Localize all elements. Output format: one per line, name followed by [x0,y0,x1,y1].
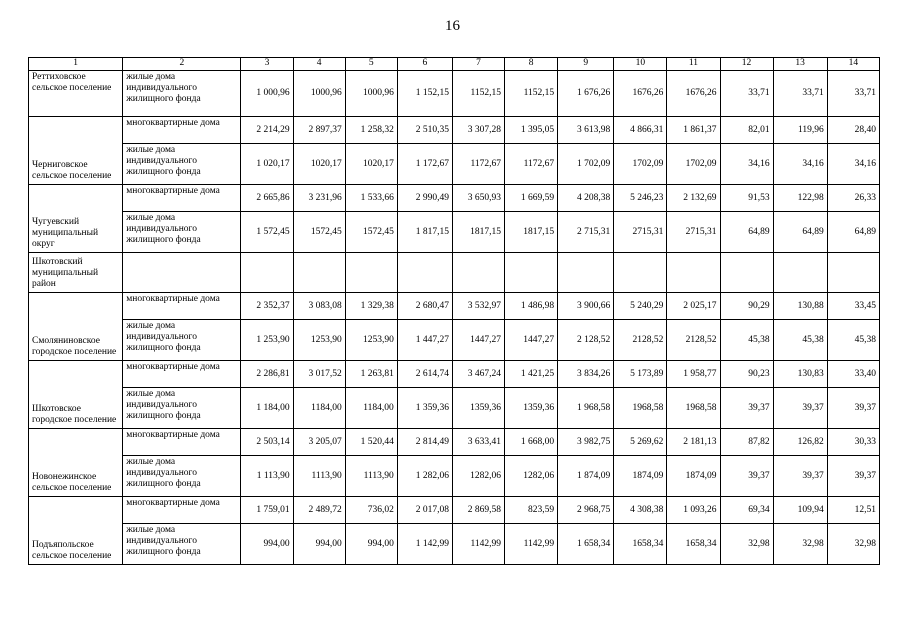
value-cell: 1 958,77 [667,361,720,388]
value-cell: 1 258,32 [345,117,397,144]
value-cell: 109,94 [773,497,827,524]
value-cell: 1658,34 [614,524,667,565]
column-header: 10 [614,58,667,71]
value-cell: 1359,36 [505,388,558,429]
value-cell: 1172,67 [505,144,558,185]
value-cell: 1572,45 [345,212,397,253]
settlement-name: Чугуевский муниципальный округ [29,185,123,253]
value-cell: 45,38 [773,320,827,361]
value-cell: 1702,09 [614,144,667,185]
table-row [29,71,880,117]
value-cell: 91,53 [720,185,773,212]
value-cell: 1702,09 [667,144,720,185]
value-cell: 3 083,08 [293,293,345,320]
housing-type: жилые дома индивидуального жилищного фонда [123,144,241,185]
value-cell: 1 817,15 [397,212,452,253]
value-cell: 2 017,08 [397,497,452,524]
empty-cell [345,253,397,293]
value-cell: 3 834,26 [558,361,614,388]
value-cell: 5 246,23 [614,185,667,212]
value-cell: 1359,36 [452,388,504,429]
value-cell: 1282,06 [452,456,504,497]
value-cell: 1 142,99 [397,524,452,565]
value-cell: 2 665,86 [241,185,293,212]
table-row [29,253,880,293]
value-cell: 1184,00 [293,388,345,429]
value-cell: 33,40 [827,361,879,388]
column-header: 3 [241,58,293,71]
value-cell: 33,71 [827,71,879,117]
value-cell: 69,34 [720,497,773,524]
empty-cell [720,253,773,293]
value-cell: 994,00 [345,524,397,565]
value-cell: 1 282,06 [397,456,452,497]
value-cell: 1 861,37 [667,117,720,144]
value-cell: 5 269,62 [614,429,667,456]
value-cell: 3 633,41 [452,429,504,456]
housing-type: жилые дома индивидуального жилищного фонда [123,524,241,565]
value-cell: 1 113,90 [241,456,293,497]
table-row [29,429,880,456]
value-cell: 1 172,67 [397,144,452,185]
value-cell: 64,89 [827,212,879,253]
value-cell: 1184,00 [345,388,397,429]
table-row [29,144,880,185]
value-cell: 1 359,36 [397,388,452,429]
value-cell: 34,16 [773,144,827,185]
column-header: 11 [667,58,720,71]
value-cell: 1172,67 [452,144,504,185]
table-row [29,212,880,253]
value-cell: 1968,58 [614,388,667,429]
value-cell: 2715,31 [614,212,667,253]
column-header: 14 [827,58,879,71]
value-cell: 130,88 [773,293,827,320]
value-cell: 4 308,38 [614,497,667,524]
value-cell: 1 658,34 [558,524,614,565]
value-cell: 1 000,96 [241,71,293,117]
value-cell: 82,01 [720,117,773,144]
value-cell: 1874,09 [614,456,667,497]
value-cell: 2 869,58 [452,497,504,524]
housing-type: жилые дома индивидуального жилищного фонда [123,456,241,497]
housing-type: многоквартирные дома [123,185,241,212]
value-cell: 2 132,69 [667,185,720,212]
column-header: 12 [720,58,773,71]
value-cell: 1142,99 [505,524,558,565]
value-cell: 2 510,35 [397,117,452,144]
housing-type: многоквартирные дома [123,497,241,524]
housing-type: жилые дома индивидуального жилищного фонда [123,320,241,361]
housing-type: жилые дома индивидуального жилищного фонда [123,388,241,429]
value-cell: 2 897,37 [293,117,345,144]
value-cell: 1 533,66 [345,185,397,212]
value-cell: 2 214,29 [241,117,293,144]
column-header: 5 [345,58,397,71]
value-cell: 1 263,81 [345,361,397,388]
value-cell: 1 486,98 [505,293,558,320]
value-cell: 1658,34 [667,524,720,565]
value-cell: 1152,15 [452,71,504,117]
value-cell: 994,00 [293,524,345,565]
value-cell: 32,98 [773,524,827,565]
housing-type: многоквартирные дома [123,293,241,320]
settlement-name: Подъяпольское сельское поселение [29,497,123,565]
value-cell: 45,38 [827,320,879,361]
value-cell: 3 650,93 [452,185,504,212]
value-cell: 1 702,09 [558,144,614,185]
value-cell: 1 152,15 [397,71,452,117]
value-cell: 1447,27 [505,320,558,361]
empty-cell [397,253,452,293]
value-cell: 1 329,38 [345,293,397,320]
value-cell: 4 866,31 [614,117,667,144]
value-cell: 2 814,49 [397,429,452,456]
empty-cell [505,253,558,293]
settlement-name: Черниговское сельское поселение [29,117,123,185]
value-cell: 1874,09 [667,456,720,497]
empty-cell [293,253,345,293]
value-cell: 26,33 [827,185,879,212]
value-cell: 3 982,75 [558,429,614,456]
value-cell: 34,16 [827,144,879,185]
value-cell: 3 613,98 [558,117,614,144]
value-cell: 1 874,09 [558,456,614,497]
value-cell: 3 900,66 [558,293,614,320]
empty-cell [452,253,504,293]
table-row [29,117,880,144]
value-cell: 1817,15 [452,212,504,253]
value-cell: 1 968,58 [558,388,614,429]
empty-cell [558,253,614,293]
value-cell: 2 990,49 [397,185,452,212]
settlement-name: Шкотовский муниципальный район [29,253,123,293]
value-cell: 3 467,24 [452,361,504,388]
value-cell: 1 759,01 [241,497,293,524]
empty-cell [827,253,879,293]
column-header: 9 [558,58,614,71]
value-cell: 1142,99 [452,524,504,565]
table-row [29,524,880,565]
empty-cell [667,253,720,293]
table-row [29,293,880,320]
value-cell: 736,02 [345,497,397,524]
value-cell: 90,23 [720,361,773,388]
housing-type: жилые дома индивидуального жилищного фонда [123,71,241,117]
value-cell: 3 205,07 [293,429,345,456]
value-cell: 1 253,90 [241,320,293,361]
value-cell: 33,71 [720,71,773,117]
value-cell: 39,37 [720,456,773,497]
value-cell: 2 503,14 [241,429,293,456]
value-cell: 4 208,38 [558,185,614,212]
table-row [29,320,880,361]
value-cell: 1253,90 [293,320,345,361]
value-cell: 5 240,29 [614,293,667,320]
value-cell: 2 968,75 [558,497,614,524]
value-cell: 12,51 [827,497,879,524]
value-cell: 2 715,31 [558,212,614,253]
value-cell: 1282,06 [505,456,558,497]
value-cell: 1 395,05 [505,117,558,144]
table-row [29,388,880,429]
housing-type: многоквартирные дома [123,429,241,456]
value-cell: 1000,96 [293,71,345,117]
value-cell: 1572,45 [293,212,345,253]
value-cell: 3 017,52 [293,361,345,388]
value-cell: 2128,52 [667,320,720,361]
value-cell: 1 093,26 [667,497,720,524]
value-cell: 64,89 [773,212,827,253]
header-row [29,58,880,71]
value-cell: 1 184,00 [241,388,293,429]
value-cell: 39,37 [720,388,773,429]
table-row [29,497,880,524]
value-cell: 2 286,81 [241,361,293,388]
value-cell: 1447,27 [452,320,504,361]
value-cell: 34,16 [720,144,773,185]
value-cell: 3 231,96 [293,185,345,212]
value-cell: 1 421,25 [505,361,558,388]
column-header: 4 [293,58,345,71]
value-cell: 2 352,37 [241,293,293,320]
value-cell: 2 680,47 [397,293,452,320]
value-cell: 1000,96 [345,71,397,117]
table-body [29,71,880,565]
value-cell: 126,82 [773,429,827,456]
housing-type: многоквартирные дома [123,361,241,388]
value-cell: 3 532,97 [452,293,504,320]
value-cell: 1 020,17 [241,144,293,185]
value-cell: 32,98 [720,524,773,565]
table-row [29,456,880,497]
value-cell: 32,98 [827,524,879,565]
value-cell: 2 181,13 [667,429,720,456]
value-cell: 5 173,89 [614,361,667,388]
value-cell: 64,89 [720,212,773,253]
value-cell: 1968,58 [667,388,720,429]
value-cell: 45,38 [720,320,773,361]
value-cell: 33,71 [773,71,827,117]
value-cell: 119,96 [773,117,827,144]
value-cell: 1020,17 [345,144,397,185]
value-cell: 1020,17 [293,144,345,185]
value-cell: 2128,52 [614,320,667,361]
value-cell: 1113,90 [345,456,397,497]
value-cell: 33,45 [827,293,879,320]
value-cell: 87,82 [720,429,773,456]
value-cell: 2 128,52 [558,320,614,361]
housing-type: жилые дома индивидуального жилищного фонда [123,212,241,253]
housing-type: многоквартирные дома [123,117,241,144]
column-header: 8 [505,58,558,71]
value-cell: 2715,31 [667,212,720,253]
column-header: 6 [397,58,452,71]
value-cell: 1152,15 [505,71,558,117]
value-cell: 1 668,00 [505,429,558,456]
settlement-name: Новонежинское сельское поселение [29,429,123,497]
value-cell: 2 025,17 [667,293,720,320]
value-cell: 994,00 [241,524,293,565]
table-header [29,58,880,71]
value-cell: 28,40 [827,117,879,144]
value-cell: 1 572,45 [241,212,293,253]
value-cell: 1676,26 [667,71,720,117]
value-cell: 39,37 [827,388,879,429]
value-cell: 2 489,72 [293,497,345,524]
settlement-name: Шкотовское городское поселение [29,361,123,429]
table-row [29,361,880,388]
value-cell: 30,33 [827,429,879,456]
value-cell: 1 676,26 [558,71,614,117]
value-cell: 1 669,59 [505,185,558,212]
value-cell: 3 307,28 [452,117,504,144]
value-cell: 39,37 [773,388,827,429]
empty-cell [241,253,293,293]
empty-cell [773,253,827,293]
value-cell: 1253,90 [345,320,397,361]
settlement-name: Реттиховское сельское поселение [29,71,123,117]
value-cell: 2 614,74 [397,361,452,388]
empty-cell [123,253,241,293]
column-header: 2 [123,58,241,71]
settlement-name: Смоляниновское городское поселение [29,293,123,361]
value-cell: 1817,15 [505,212,558,253]
value-cell: 122,98 [773,185,827,212]
column-header: 7 [452,58,504,71]
value-cell: 1113,90 [293,456,345,497]
value-cell: 39,37 [827,456,879,497]
value-cell: 823,59 [505,497,558,524]
value-cell: 1676,26 [614,71,667,117]
empty-cell [614,253,667,293]
value-cell: 90,29 [720,293,773,320]
value-cell: 130,83 [773,361,827,388]
value-cell: 1 520,44 [345,429,397,456]
tariff-table [28,57,880,565]
column-header: 1 [29,58,123,71]
value-cell: 1 447,27 [397,320,452,361]
page-number: 16 [445,18,460,34]
table-row [29,185,880,212]
column-header: 13 [773,58,827,71]
value-cell: 39,37 [773,456,827,497]
